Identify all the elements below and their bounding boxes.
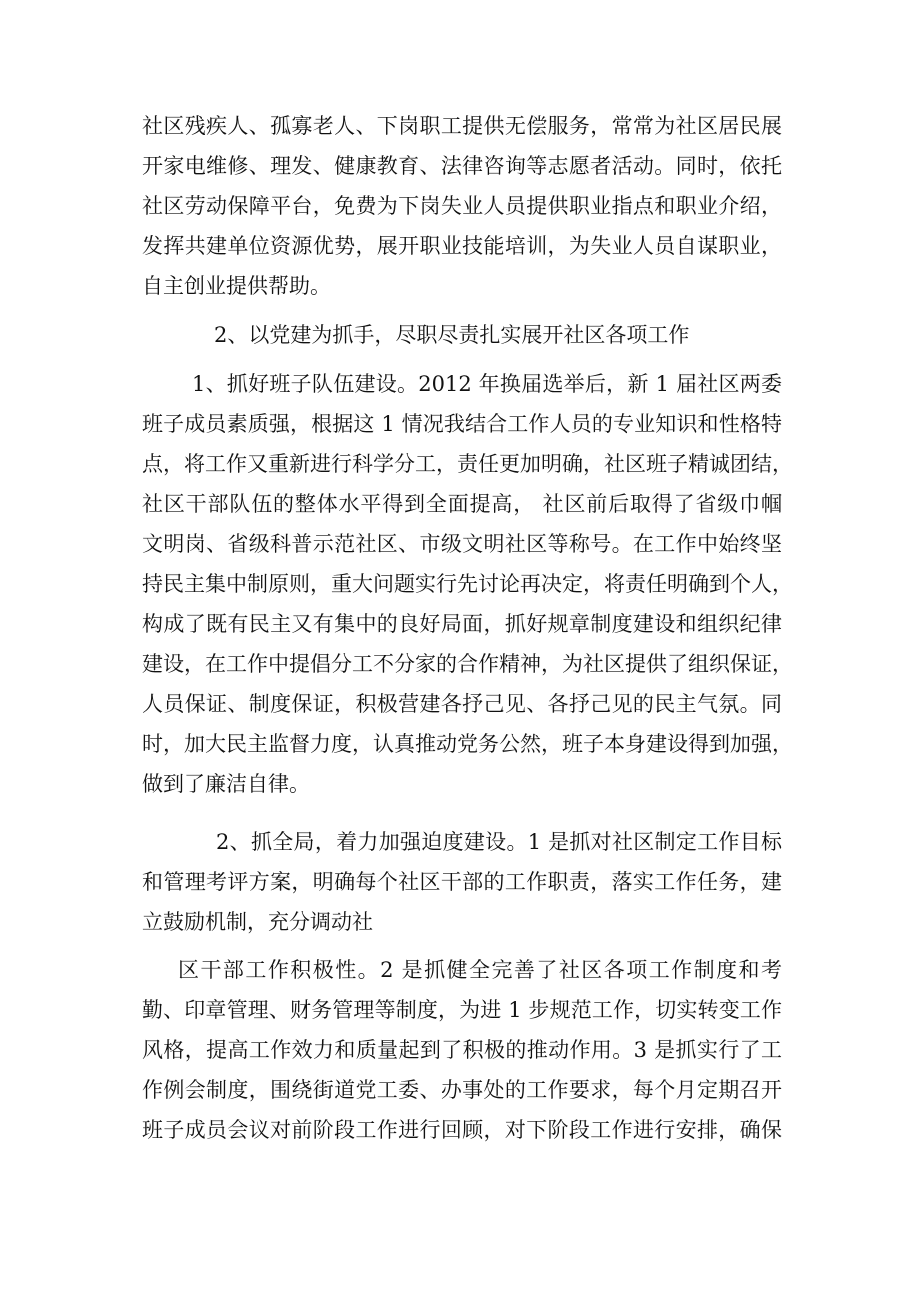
text-line: 时，加大民主监督力度，认真推动党务公然，班子本身建设得到加强， [142, 732, 793, 756]
text-line: 区干部工作积极性。2 是抓健全完善了社区各项工作制度和考 [178, 958, 782, 982]
text-line: 社区残疾人、孤寡老人、下岗职工提供无偿服务，常常为社区居民展 [142, 114, 782, 138]
text-line: 班子成员会议对前阶段工作进行回顾，对下阶段工作进行安排，确保 [142, 1118, 782, 1142]
section-heading: 2、以党建为抓手，尽职尽责扎实展开社区各项工作 [214, 323, 690, 347]
text-line: 立鼓励机制，充分调动社 [142, 910, 373, 934]
text-line: 持民主集中制原则，重大问题实行先讨论再决定，将责任明确到个人， [142, 572, 793, 596]
text-line: 风格，提高工作效力和质量起到了积极的推动作用。3 是抓实行了工 [142, 1038, 782, 1062]
text-line: 和管理考评方案，明确每个社区干部的工作职责，落实工作任务，建 [142, 870, 782, 894]
text-line: 勤、印章管理、财务管理等制度，为进 1 步规范工作，切实转变工作 [142, 998, 782, 1022]
text-line: 社区劳动保障平台，免费为下岗失业人员提供职业指点和职业介绍， [142, 194, 782, 218]
text-line: 1、抓好班子队伍建设。2012 年换届选举后，新 1 届社区两委 [192, 372, 782, 396]
text-line: 发挥共建单位资源优势，展开职业技能培训，为失业人员自谋职业， [142, 234, 782, 258]
text-line: 社区干部队伍的整体水平得到全面提高， 社区前后取得了省级巾帼 [142, 492, 782, 516]
text-line: 2、抓全局，着力加强迫度建设。1 是抓对社区制定工作目标 [216, 830, 782, 854]
text-line: 构成了既有民主又有集中的良好局面，抓好规章制度建设和组织纪律 [142, 612, 782, 636]
text-line: 做到了廉洁自律。 [142, 772, 310, 796]
text-line: 人员保证、制度保证，积极营建各抒己见、各抒己见的民主气氛。同 [142, 692, 782, 716]
text-line: 开家电维修、理发、健康教育、法律咨询等志愿者活动。同时，依托 [142, 154, 782, 178]
text-line: 作例会制度，围绕街道党工委、办事处的工作要求，每个月定期召开 [142, 1078, 782, 1102]
text-line: 建设，在工作中提倡分工不分家的合作精神，为社区提供了组织保证， [142, 652, 793, 676]
text-line: 自主创业提供帮助。 [142, 274, 331, 298]
text-line: 班子成员素质强，根据这 1 情况我结合工作人员的专业知识和性格特 [142, 412, 782, 436]
text-line: 点，将工作又重新进行科学分工，责任更加明确，社区班子精诚团结， [142, 452, 793, 476]
text-line: 文明岗、省级科普示范社区、市级文明社区等称号。在工作中始终坚 [142, 532, 782, 556]
